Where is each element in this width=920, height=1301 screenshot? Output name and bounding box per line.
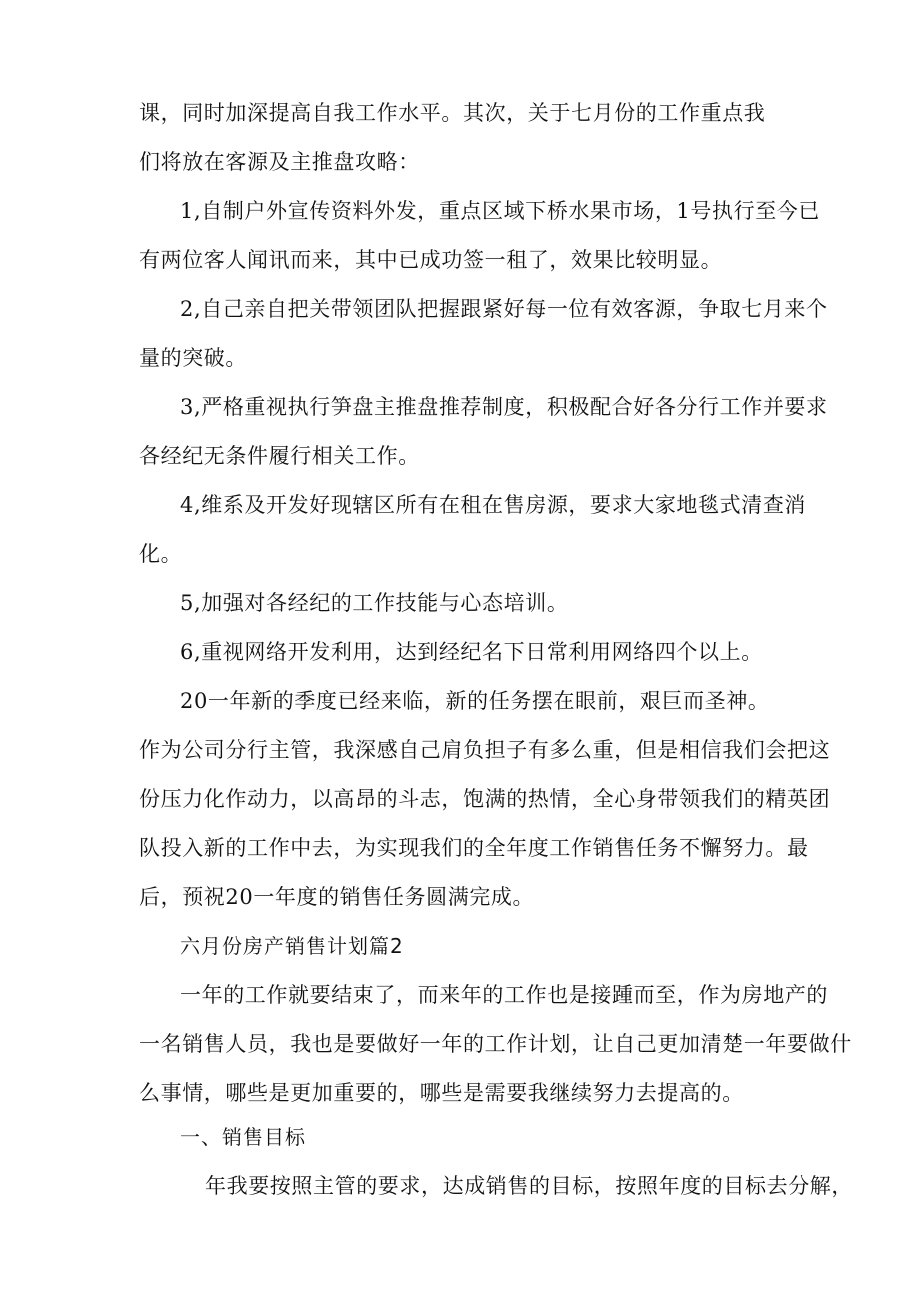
subsection-heading: 一、销售目标 bbox=[180, 1125, 306, 1149]
list-item-2-line: 量的突破。 bbox=[139, 346, 247, 370]
paragraph-line: 一年的工作就要结束了，而来年的工作也是接踵而至，作为房地产的 bbox=[180, 983, 828, 1007]
paragraph-line: 20一年新的季度已经来临，新的任务摆在眼前，艰巨而圣神。 bbox=[180, 689, 770, 713]
paragraph-line: 作为公司分行主管，我深感自己肩负担子有多么重，但是相信我们会把这 bbox=[139, 738, 831, 762]
section-heading: 六月份房产销售计划篇2 bbox=[180, 934, 404, 958]
paragraph-line: 么事情，哪些是更加重要的，哪些是需要我继续努力去提高的。 bbox=[139, 1081, 744, 1105]
list-item-3-line: 3,严格重视执行笋盘主推盘推荐制度，积极配合好各分行工作并要求 bbox=[180, 395, 828, 419]
paragraph-line: 年我要按照主管的要求，达成销售的目标，按照年度的目标去分解， bbox=[205, 1174, 853, 1198]
list-item-1-line: 1,自制户外宣传资料外发，重点区域下桥水果市场，1号执行至今已 bbox=[180, 199, 820, 223]
paragraph-line: 们将放在客源及主推盘攻略： bbox=[139, 150, 420, 174]
paragraph-line: 后，预祝20一年度的销售任务圆满完成。 bbox=[139, 885, 535, 909]
list-item-2-line: 2,自己亲自把关带领团队把握跟紧好每一位有效客源，争取七月来个 bbox=[180, 297, 828, 321]
list-item-6-line: 6,重视网络开发利用，达到经纪名下日常利用网络四个以上。 bbox=[180, 640, 763, 664]
paragraph-line: 队投入新的工作中去，为实现我们的全年度工作销售任务不懈努力。最 bbox=[139, 836, 809, 860]
paragraph-line: 份压力化作动力，以高昂的斗志，饱满的热情，全心身带领我们的精英团 bbox=[139, 787, 831, 811]
paragraph-line: 课，同时加深提高自我工作水平。其次，关于七月份的工作重点我 bbox=[139, 101, 766, 125]
list-item-3-line: 各经纪无条件履行相关工作。 bbox=[139, 444, 420, 468]
paragraph-line: 一名销售人员，我也是要做好一年的工作计划，让自己更加清楚一年要做什 bbox=[139, 1032, 852, 1056]
list-item-5-line: 5,加强对各经纪的工作技能与心态培训。 bbox=[180, 591, 569, 615]
list-item-4-line: 化。 bbox=[139, 542, 183, 566]
list-item-4-line: 4,维系及开发好现辖区所有在租在售房源，要求大家地毯式清查消 bbox=[180, 493, 807, 517]
list-item-1-line: 有两位客人闻讯而来，其中已成功签一租了，效果比较明显。 bbox=[139, 248, 723, 272]
